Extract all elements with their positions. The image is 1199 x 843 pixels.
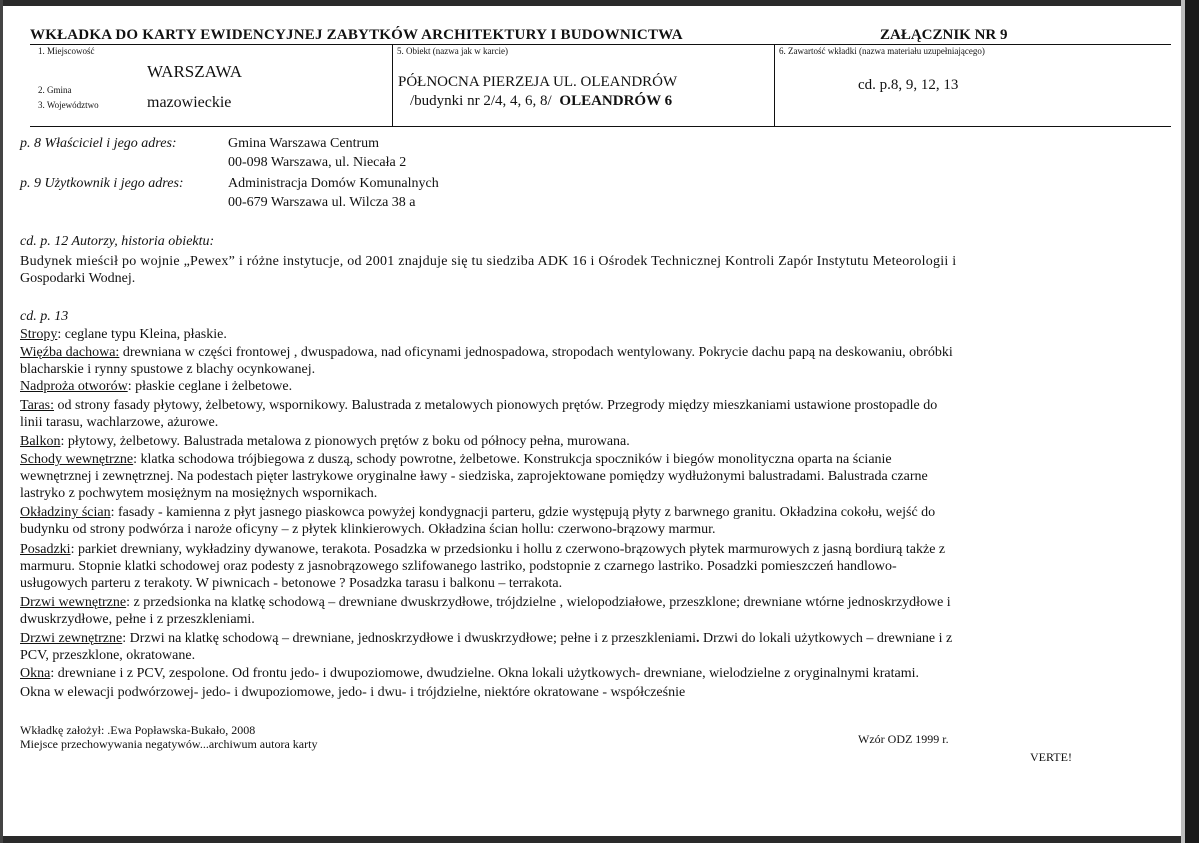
header-divider-2 xyxy=(774,44,775,126)
posadzki-text-1: : parkiet drewniany, wykładziny dywanowe, terakota. Posadzka w przedsionku i hollu z czerwono-brązowych płytek marmurowych z jasną bordiurą także z xyxy=(70,542,946,557)
posadzki-line-1 xyxy=(20,541,945,558)
wojewodztwo-value: mazowieckie xyxy=(147,94,232,111)
zawartosc-label: 6. Zawartość wkładki (nazwa materiału uzupełniającego) xyxy=(779,46,985,56)
okna-text-1: : drewniane i z PCV, zespolone. Od frontu jedo- i dwupoziomowe, dwudzielne. Okna lokali użytkowych- drewniane, wielodzielne z oryginalnymi kratami. xyxy=(50,666,920,681)
owner-line-1: Gmina Warszawa Centrum xyxy=(228,136,380,151)
okladziny-text-1: : fasady - kamienna z płyt jasnego piaskowca powyżej kondygnacji parteru, gdzie występują płyty z barwnego granitu. Okładzina cokołu, wejść do xyxy=(110,505,936,520)
history-line-1: Budynek mieścił po wojnie „Pewex” i różne instytucje, od 2001 znajduje się tu siedziba ADK 16 i Ośrodek Technicznej Kontroli Zapór Instytutu Meteorologii i xyxy=(20,254,957,269)
taras-line-1 xyxy=(20,397,937,414)
form-title: WKŁADKA DO KARTY EWIDENCYJNEJ ZABYTKÓW ARCHITEKTURY I BUDOWNICTWA xyxy=(30,27,683,43)
nadproza-title: Nadproża otworów xyxy=(20,379,128,394)
taras-text-1: od strony fasady płytowy, żelbetowy, wspornikowy. Balustrada z metalowych pionowych prętów. Przegrody między mieszkaniami ustawione prostopadle do xyxy=(54,398,938,413)
header-divider-1 xyxy=(392,44,393,126)
scan-border-bottom xyxy=(0,836,1199,843)
drzwi-zewnetrzne-text-1b: Drzwi do lokali użytkowych – drewniane i z xyxy=(699,631,953,646)
drzwi-wewnetrzne-line-1 xyxy=(20,594,951,611)
wojewodztwo-label: 3. Województwo xyxy=(38,100,99,110)
gmina-label: 2. Gmina xyxy=(38,85,72,95)
wiezba-line-2: blacharskie i rynny spustowe z blachy ocynkowanej. xyxy=(20,362,316,377)
okna-line-1 xyxy=(20,665,919,682)
scan-border-top xyxy=(0,0,1199,6)
verte-note: VERTE! xyxy=(1030,750,1072,764)
scan-border-right xyxy=(1185,0,1199,843)
drzwi-wewnetrzne-line-2: dwuskrzydłowe, pełne i z przeszkleniami. xyxy=(20,612,255,627)
stropy-line xyxy=(20,326,227,343)
user-line-2: 00-679 Warszawa ul. Wilcza 38 a xyxy=(228,195,416,210)
owner-label: p. 8 Właściciel i jego adres: xyxy=(20,136,177,151)
drzwi-zewnetrzne-period: . xyxy=(696,631,700,646)
okladziny-line-2: budynku od strony podwórza i naroże oficyny – z płytek klinkierowych. Okładzina ścian hollu: czerwono-brązowy marmur. xyxy=(20,522,716,537)
nadproza-text: : płaskie ceglane i żelbetowe. xyxy=(127,379,293,394)
miejscowosc-label: 1. Miejscowość xyxy=(38,46,95,56)
section-13-label: cd. p. 13 xyxy=(20,309,69,324)
drzwi-zewnetrzne-line-1 xyxy=(20,630,952,647)
taras-line-2: linii tarasu, wachlarzowe, ażurowe. xyxy=(20,415,219,430)
header-top-line xyxy=(30,44,1171,45)
obiekt-line-1: PÓŁNOCNA PIERZEJA UL. OLEANDRÓW xyxy=(398,74,678,90)
storage-line: Miejsce przechowywania negatywów...archiwum autora karty xyxy=(20,737,318,751)
zawartosc-value: cd. p.8, 9, 12, 13 xyxy=(858,77,959,93)
okladziny-line-1 xyxy=(20,504,935,521)
stropy-text: : ceglane typu Kleina, płaskie. xyxy=(57,327,227,342)
obiekt-buildings: /budynki nr 2/4, 4, 6, 8/ xyxy=(410,93,552,109)
wiezba-text-1: drewniana w części frontowej , dwuspadowa, nad oficynami jednospadowa, stropodach wentylowany. Pokrycie dachu papą na deskowaniu, obróbki xyxy=(119,345,953,360)
drzwi-zewnetrzne-title: Drzwi zewnętrzne xyxy=(20,631,123,646)
balkon-text: : płytowy, żelbetowy. Balustrada metalowa z pionowych prętów z boku od północy pełna, murowana. xyxy=(60,434,630,449)
user-label: p. 9 Użytkownik i jego adres: xyxy=(20,176,184,191)
schody-line-3: lastryko z pochwytem mosiężnym na mosiężnych wspornikach. xyxy=(20,486,378,501)
schody-line-1 xyxy=(20,451,892,468)
form-version: Wzór ODZ 1999 r. xyxy=(858,732,949,746)
author-line: Wkładkę założył: .Ewa Popławska-Bukało, 2008 xyxy=(20,723,256,737)
posadzki-line-3: usługowych parteru z terakoty. W piwnicach - betonowe ? Posadzka tarasu i balkonu – terrakota. xyxy=(20,576,563,591)
taras-title: Taras: xyxy=(20,398,55,413)
balkon-line xyxy=(20,433,630,450)
wiezba-title: Więźba dachowa: xyxy=(20,345,120,360)
drzwi-zewnetrzne-text-1: : Drzwi na klatkę schodową – drewniane, jednoskrzydłowe i dwuskrzydłowe; pełne i z przeszkleniami xyxy=(122,631,697,646)
okladziny-title: Okładziny ścian xyxy=(20,505,111,520)
schody-title: Schody wewnętrzne xyxy=(20,452,134,467)
drzwi-wewnetrzne-title: Drzwi wewnętrzne xyxy=(20,595,127,610)
nadproza-line xyxy=(20,378,292,395)
obiekt-address: OLEANDRÓW 6 xyxy=(559,93,673,109)
balkon-title: Balkon xyxy=(20,434,61,449)
obiekt-label: 5. Obiekt (nazwa jak w karcie) xyxy=(397,46,508,56)
schody-text-1: : klatka schodowa trójbiegowa z duszą, schody powrotne, żelbetowe. Konstrukcja spoczników i biegów monolityczna oparta na ścianie xyxy=(133,452,892,467)
user-line-1: Administracja Domów Komunalnych xyxy=(228,176,439,191)
posadzki-title: Posadzki xyxy=(20,542,71,557)
header-bottom-line xyxy=(30,126,1171,127)
history-label: cd. p. 12 Autorzy, historia obiektu: xyxy=(20,234,215,249)
schody-line-2: wewnętrznej i zewnętrznej. Na podestach pięter lastrykowe oryginalne ławy - siedziska, zaprojektowane pomiędzy wydłużonymi balustradami. Balustrada czarne xyxy=(20,469,928,484)
scan-border-left xyxy=(0,0,3,843)
annex-number: ZAŁĄCZNIK NR 9 xyxy=(880,27,1008,43)
owner-line-2: 00-098 Warszawa, ul. Niecała 2 xyxy=(228,155,407,170)
miejscowosc-value: WARSZAWA xyxy=(147,62,242,81)
okna-title: Okna xyxy=(20,666,51,681)
posadzki-line-2: marmuru. Stopnie klatki schodowej oraz podesty z jasnobrązowego szlifowanego lastriko, podstopnie z czarnego lastriko. Posadzki pomieszczeń handlowo- xyxy=(20,559,897,574)
okna-line-2: Okna w elewacji podwórzowej- jedo- i dwupoziomowe, jedo- i dwu- i trójdzielne, niektóre okratowane - współcześnie xyxy=(20,685,686,700)
drzwi-wewnetrzne-text-1: : z przedsionka na klatkę schodową – drewniane dwuskrzydłowe, trójdzielne , wielopodziałowe, przeszklone; drewniane wtórne jednoskrzydłowe i xyxy=(126,595,951,610)
obiekt-line-2 xyxy=(410,93,672,110)
history-line-2: Gospodarki Wodnej. xyxy=(20,271,136,286)
drzwi-zewnetrzne-line-2: PCV, przeszklone, okratowane. xyxy=(20,648,196,663)
stropy-title: Stropy xyxy=(20,327,58,342)
wiezba-line-1 xyxy=(20,344,953,361)
